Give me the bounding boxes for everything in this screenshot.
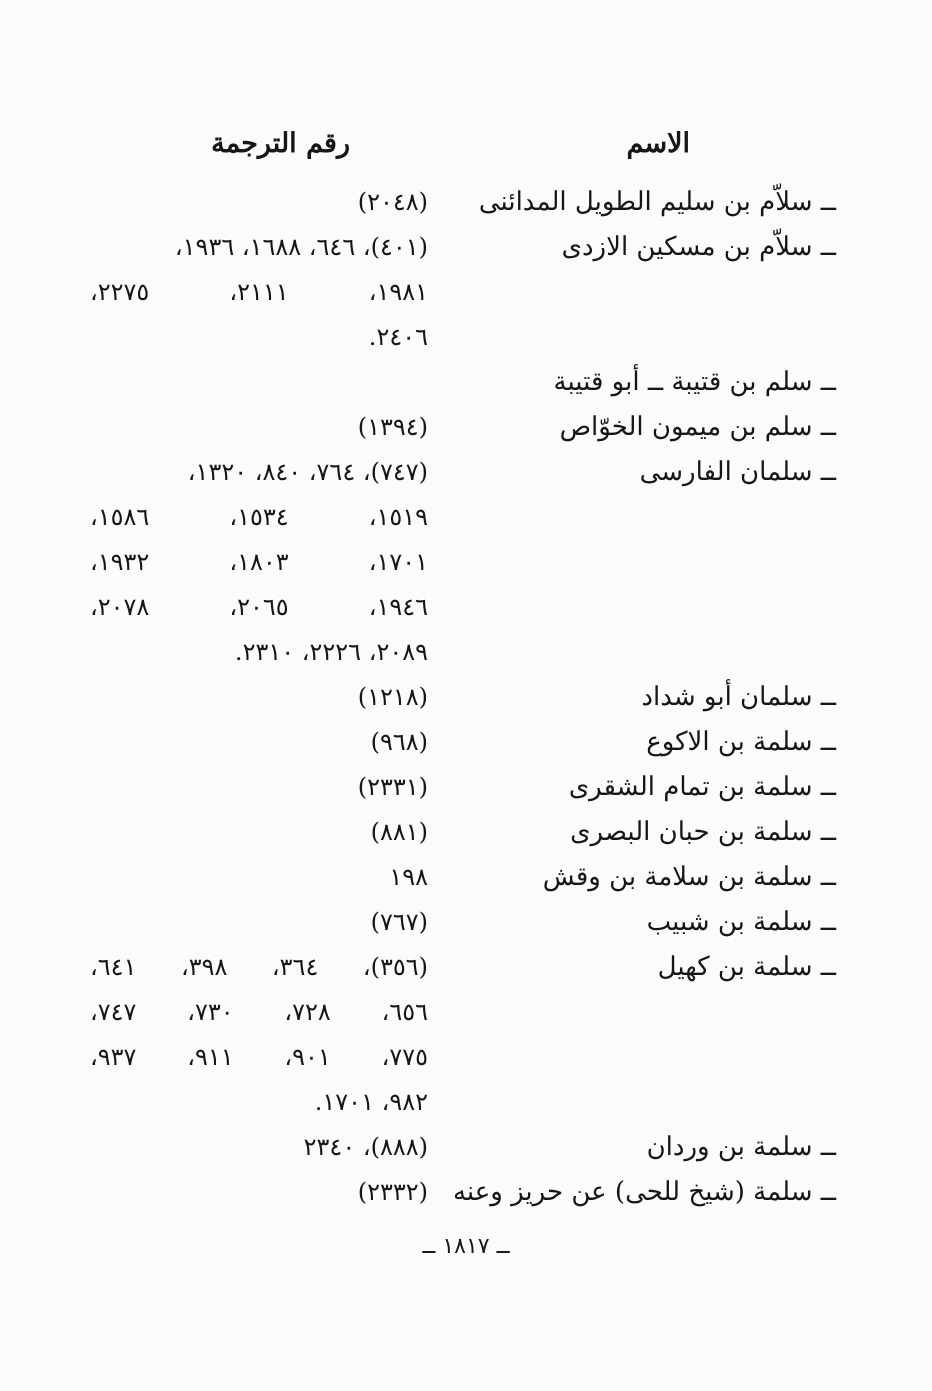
entry-name: ــ سلمان الفارسى xyxy=(639,457,836,487)
number-line xyxy=(90,720,428,765)
entry-name: ــ سلمة بن الاكوع xyxy=(646,727,836,757)
entry-name: ــ سلمة بن شبيب xyxy=(646,907,836,937)
translation-number: (٢٠٤٨) xyxy=(357,188,428,216)
translation-number: ١٧٠١، xyxy=(368,548,428,576)
entry-numbers xyxy=(90,810,428,855)
number-line xyxy=(90,630,428,675)
entry-numbers xyxy=(90,360,428,405)
entry-numbers xyxy=(90,765,428,810)
entry-name: ــ سلمة بن حبان البصرى xyxy=(570,817,836,847)
index-entry xyxy=(0,945,932,1125)
number-line xyxy=(90,1125,428,1170)
number-column-title: رقم الترجمة xyxy=(211,128,350,159)
translation-number: (٨٨١) xyxy=(370,818,428,846)
entry-name: ــ سلم بن قتيبة ــ أبو قتيبة xyxy=(553,367,836,397)
index-entry xyxy=(0,900,932,945)
number-line xyxy=(90,1035,428,1080)
entry-name: ــ سلمة بن تمام الشقرى xyxy=(568,772,836,802)
entry-numbers xyxy=(90,945,428,1125)
entry-numbers xyxy=(90,675,428,720)
entry-numbers xyxy=(90,450,428,675)
entry-numbers xyxy=(90,405,428,450)
page-number: ــ ١٨١٧ ــ xyxy=(422,1234,510,1259)
entry-name: ــ سلاّم بن مسكين الازدى xyxy=(561,232,836,262)
index-entry xyxy=(0,225,932,360)
translation-number: ١٥٨٦، xyxy=(90,503,150,531)
number-line xyxy=(90,540,428,585)
entry-numbers xyxy=(90,855,428,900)
index-entry xyxy=(0,720,932,765)
number-line xyxy=(90,585,428,630)
number-line xyxy=(90,180,428,225)
translation-number: ٧٣٠، xyxy=(187,998,234,1026)
translation-number: (٢٣٣٢) xyxy=(357,1178,428,1206)
translation-number: (٤٠١)، ٦٤٦، ١٦٨٨، ١٩٣٦، xyxy=(174,233,428,261)
translation-number: ٩٨٢، ١٧٠١. xyxy=(314,1088,428,1116)
translation-number: (٩٦٨) xyxy=(370,728,428,756)
entry-numbers xyxy=(90,1125,428,1170)
index-entry xyxy=(0,405,932,450)
entry-numbers xyxy=(90,720,428,765)
number-line xyxy=(90,1080,428,1125)
translation-number: ٧٤٧، xyxy=(90,998,137,1026)
number-line xyxy=(90,450,428,495)
index-entry xyxy=(0,810,932,855)
translation-number: (٧٦٧) xyxy=(370,908,428,936)
entry-name: ــ سلمة بن سلامة بن وقش xyxy=(542,862,836,892)
translation-number: (٨٨٨)، ٢٣٤٠ xyxy=(303,1133,428,1161)
translation-number: ٢١١١، xyxy=(229,278,289,306)
name-column-title: الاسم xyxy=(626,128,690,159)
translation-number: ١٥٣٤، xyxy=(229,503,289,531)
translation-number: ٢٠٧٨، xyxy=(90,593,150,621)
translation-number: ٧٢٨، xyxy=(284,998,331,1026)
translation-number: ١٩٤٦، xyxy=(368,593,428,621)
number-line xyxy=(90,675,428,720)
index-entry xyxy=(0,855,932,900)
translation-number: (١٢١٨) xyxy=(357,683,428,711)
column-headers xyxy=(0,128,932,170)
entry-name: ــ سلمان أبو شداد xyxy=(641,682,836,712)
entry-numbers xyxy=(90,180,428,225)
index-entry xyxy=(0,450,932,675)
index-entry xyxy=(0,675,932,720)
index-entry xyxy=(0,1170,932,1215)
translation-number: ٣٦٤، xyxy=(271,953,319,981)
translation-number: ٢٠٨٩، ٢٢٢٦، ٢٣١٠. xyxy=(234,638,428,666)
translation-number: ١٨٠٣، xyxy=(229,548,289,576)
translation-number: ١٩٨ xyxy=(389,863,428,891)
entry-numbers xyxy=(90,225,428,360)
index-entries xyxy=(0,180,932,1215)
index-entry xyxy=(0,1125,932,1170)
number-line xyxy=(90,405,428,450)
translation-number: ٩١١، xyxy=(187,1043,234,1071)
translation-number: ٦٤١، xyxy=(90,953,137,981)
translation-number: ٧٧٥، xyxy=(381,1043,428,1071)
number-line xyxy=(90,225,428,270)
translation-number: (٣٥٦)، xyxy=(362,953,428,981)
translation-number: ٢٠٦٥، xyxy=(229,593,289,621)
entry-name: ــ سلاّم بن سليم الطويل المدائنى xyxy=(478,187,836,217)
translation-number: ٩٠١، xyxy=(284,1043,331,1071)
translation-number: ٢٢٧٥، xyxy=(90,278,150,306)
index-entry xyxy=(0,360,932,405)
number-line xyxy=(90,270,428,315)
translation-number: ١٩٨١، xyxy=(368,278,428,306)
number-line xyxy=(90,900,428,945)
entry-name: ــ سلمة (شيخ للحى) عن حريز وعنه xyxy=(452,1177,836,1207)
number-line xyxy=(90,855,428,900)
translation-number: ١٩٣٢، xyxy=(90,548,150,576)
entry-name: ــ سلمة بن كهيل xyxy=(657,952,836,982)
translation-number: ٣٩٨، xyxy=(180,953,228,981)
number-line xyxy=(90,315,428,360)
entry-numbers xyxy=(90,900,428,945)
number-line xyxy=(90,945,428,990)
entry-numbers xyxy=(90,1170,428,1215)
translation-number: ٩٣٧، xyxy=(90,1043,137,1071)
translation-number: (١٣٩٤) xyxy=(357,413,428,441)
number-line xyxy=(90,765,428,810)
number-line xyxy=(90,360,428,405)
translation-number: ٢٤٠٦. xyxy=(368,323,428,351)
index-entry xyxy=(0,765,932,810)
number-line xyxy=(90,1170,428,1215)
entry-name: ــ سلم بن ميمون الخوّاص xyxy=(559,412,836,442)
index-entry xyxy=(0,180,932,225)
translation-number: ١٥١٩، xyxy=(368,503,428,531)
number-line xyxy=(90,990,428,1035)
translation-number: (٧٤٧)، ٧٦٤، ٨٤٠، ١٣٢٠، xyxy=(187,458,428,486)
translation-number: ٦٥٦، xyxy=(381,998,428,1026)
number-line xyxy=(90,810,428,855)
translation-number: (٢٣٣١) xyxy=(357,773,428,801)
number-line xyxy=(90,495,428,540)
entry-name: ــ سلمة بن وردان xyxy=(646,1132,836,1162)
